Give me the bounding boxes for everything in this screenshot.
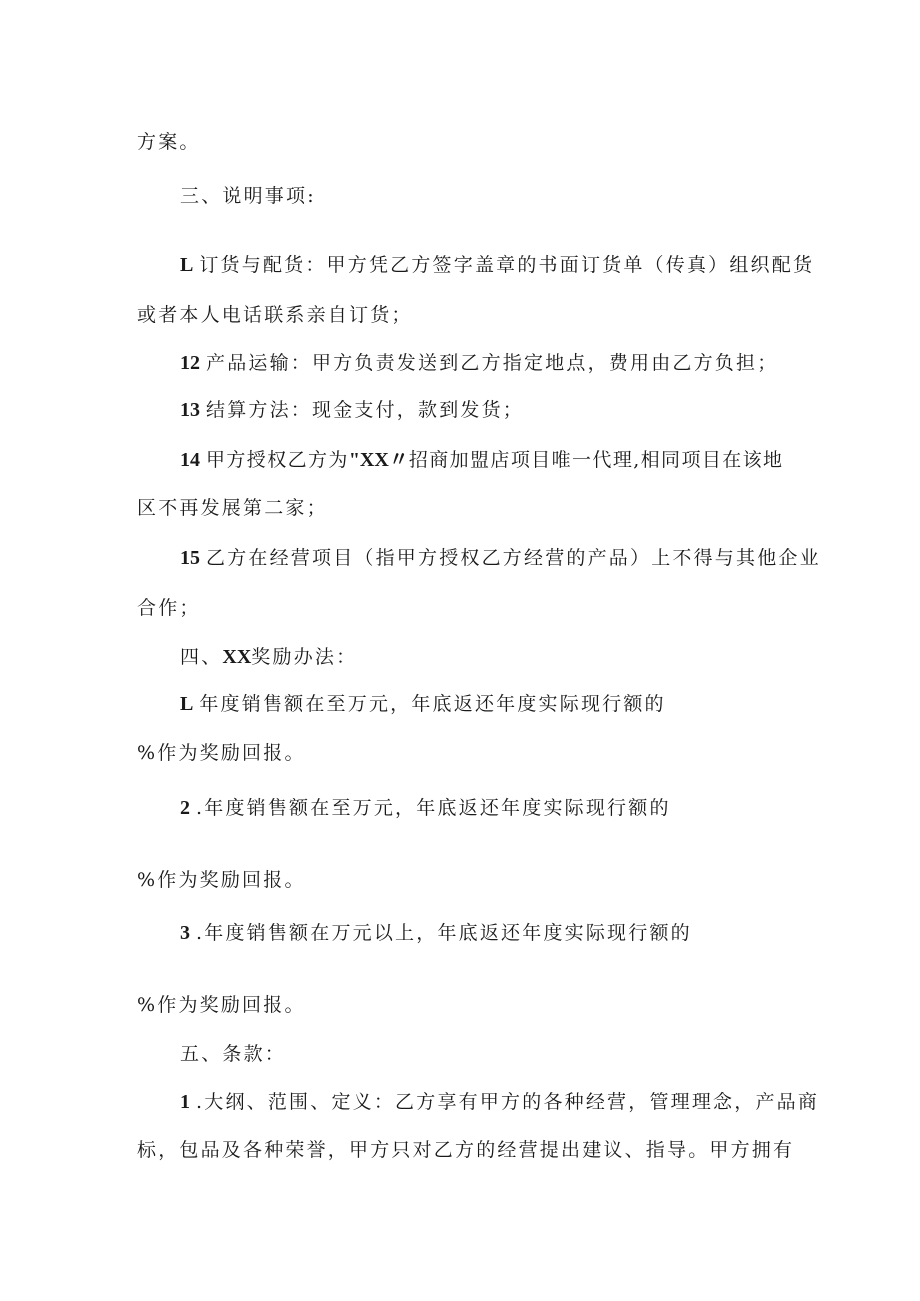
item-number: 13 <box>180 399 200 421</box>
item-number: 15 <box>180 547 200 569</box>
text-line <box>137 596 201 620</box>
item-number: 1 <box>180 1091 190 1113</box>
bold-text: "XX〃 <box>348 449 409 471</box>
line-text: 结算方法：现金支付，款到发货； <box>206 399 525 421</box>
section-heading <box>180 645 357 669</box>
list-item <box>180 692 666 716</box>
text-line <box>137 1138 795 1162</box>
line-text: .大纲、范围、定义：乙方享有甲方的各种经营，管理理念，产品商 <box>196 1091 820 1113</box>
line-text: %作为奖励回报。 <box>137 869 306 891</box>
list-item <box>180 398 524 422</box>
list-item <box>180 1090 820 1114</box>
list-item <box>180 351 778 375</box>
text-line <box>137 130 201 154</box>
line-text: .年度销售额在至万元，年底返还年度实际现行额的 <box>196 797 671 819</box>
line-text: 招商加盟店项目唯一代理,相同项目在该地 <box>408 449 784 471</box>
item-number: 12 <box>180 352 200 374</box>
item-number: 3 <box>180 922 190 944</box>
text-line <box>137 868 306 892</box>
item-number: L <box>180 693 194 715</box>
line-text: 标，包品及各种荣誉，甲方只对乙方的经营提出建议、指导。甲方拥有 <box>137 1139 795 1161</box>
line-text: 或者本人电话联系亲自订货； <box>137 304 413 326</box>
text-line <box>137 741 306 765</box>
line-text: 五、条款： <box>180 1043 287 1065</box>
line-text: 产品运输：甲方负责发送到乙方指定地点，费用由乙方负担； <box>206 352 779 374</box>
text-line <box>137 496 328 520</box>
line-text: 四、 <box>180 646 223 668</box>
line-text: .年度销售额在万元以上，年底返还年度实际现行额的 <box>196 922 692 944</box>
section-heading <box>180 184 316 208</box>
list-item <box>180 546 821 570</box>
line-text: %作为奖励回报。 <box>137 742 306 764</box>
text-line <box>137 303 413 327</box>
line-text: 合作； <box>137 597 201 619</box>
line-text: 甲方授权乙方为 <box>206 449 349 471</box>
line-text: 区不再发展第二家； <box>137 497 328 519</box>
line-text: 三、说明事项: <box>180 185 316 207</box>
item-number: 2 <box>180 797 190 819</box>
bold-text: XX <box>222 646 252 668</box>
list-item <box>180 796 671 820</box>
section-heading <box>180 1042 286 1066</box>
line-text: %作为奖励回报。 <box>137 994 306 1016</box>
list-item <box>180 921 692 945</box>
item-number: 14 <box>180 449 200 471</box>
line-text: 年度销售额在至万元，年底返还年度实际现行额的 <box>199 693 666 715</box>
list-item <box>180 253 815 277</box>
line-text: 奖励办法： <box>251 646 358 668</box>
line-text: 乙方在经营项目（指甲方授权乙方经营的产品）上不得与其他企业 <box>206 547 821 569</box>
text-line <box>137 993 306 1017</box>
line-text: 订货与配货：甲方凭乙方签字盖章的书面订货单（传真）组织配货 <box>199 254 815 276</box>
line-text: 方案。 <box>137 131 201 153</box>
list-item <box>180 448 783 472</box>
item-number: L <box>180 254 194 276</box>
